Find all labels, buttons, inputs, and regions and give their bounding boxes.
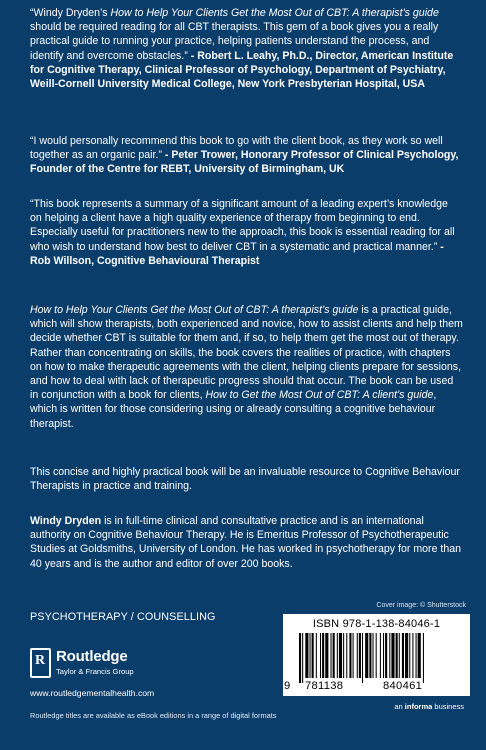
quote-attribution: - Peter Trower, Honorary Professor of Clinical Psychology, Founder of the Centre for REBT, University of Birmingham, UK [30,149,459,176]
book-summary: This concise and highly practical book will be an invaluable resource to Cognitive Behaviour Therapists in practice and training. [30,466,460,493]
quote-text: “I would personally recommend this book to go with the client book, as they work so well together as an organic pair.” [30,135,443,162]
barcode-bar [405,633,408,678]
barcode-bar [310,633,311,678]
barcode-bar [359,633,361,678]
barcode-bar [389,633,390,678]
isbn-barcode [283,614,470,696]
publisher-group: Taylor & Francis Group [56,667,134,676]
barcode-bar [312,633,314,678]
barcode-bar [362,633,363,683]
barcode-bar [333,633,335,678]
informa-text: business [432,702,464,711]
informa-brand: informa [404,702,433,711]
quote-attribution: - Robert L. Leahy, Ph.D., Director, American Institute for Cognitive Therapy, Clinical Professor of Psychology, Department of Psychiatry, Weill-Cornell University Medical College, New York Presbyterian Hospital, USA [30,49,454,91]
barcode-bar [369,633,371,678]
description-text: , which is written for those considering using or already consulting a cognitive behaviour therapist. [30,389,437,430]
publisher-name: Routledge [56,648,128,665]
routledge-logo [30,648,180,682]
informa-business-label [394,702,464,711]
barcode-bar [383,633,384,678]
barcode-bar [418,633,421,678]
barcode-bar [423,633,424,683]
routledge-r-icon [30,648,51,678]
barcode-bar [339,633,342,678]
quote-attribution: - Rob Willson, Cognitive Behavioural Therapist [30,240,444,267]
barcode-bar [299,633,301,683]
book-title-italic: How to Help Your Clients Get the Most Out of CBT: A therapist’s guide [30,304,359,316]
book-title-italic: How to Help Your Clients Get the Most Out of CBT: A therapist’s guide [110,7,439,19]
barcode-bar [320,633,321,678]
barcode-bar [305,633,308,678]
barcode-bar [365,633,368,678]
barcode-bar [376,633,377,678]
quote-text: “Windy Dryden’s [30,7,111,19]
barcode-bar [391,633,394,678]
barcode-digits-left: 781138 [305,680,344,692]
barcode-bar [322,633,324,678]
barcode-bar [346,633,347,678]
cover-image-credit: Cover image: © Shutterstock [376,602,466,609]
barcode-digit-first: 9 [284,680,291,692]
author-bio-text: is in full-time clinical and consultative practice and is an international authority on Cognitive Behaviour Therapy. He is Emeritus Professor of Psychotherapeutic Studies at Goldsmiths, University of London. He has worked in psychotherapy for more than 40 years and is the author and editor of over 200 books. [30,515,462,570]
barcode-bar [302,633,303,683]
barcode-bar [380,633,381,678]
barcode-bar [316,633,317,678]
author-bio [30,514,464,571]
informa-text: an [394,702,405,711]
barcode-bar [416,633,417,678]
barcode-digits-right: 840461 [383,680,423,692]
endorsement-trower [30,134,462,177]
barcode-bar [349,633,351,678]
barcode-icon [293,633,460,683]
barcode-bar [343,633,344,678]
barcode-bar [373,633,374,678]
book-description [30,303,464,431]
barcode-bar [353,633,354,678]
author-name: Windy Dryden [30,515,102,527]
barcode-bar [396,633,398,678]
barcode-bar [331,633,332,678]
description-text: is a practical guide, which will show therapists, both experienced and novice, how to assist clients and help them decide whether CBT is suitable for them and, if so, to help them get the most out of therapy. Rather than concentrating on skills, the book covers the realities of practice, with chapters on how to make therapeutic agreements with the client, helping clients prepare for sessions, and how to deal with lack of therapeutic progress should that occur. The book can be used in conjunction with a book for clients, [30,304,463,402]
barcode-bar [409,633,410,678]
quote-text: “This book represents a summary of a significant amount of a leading expert’s knowledge on helping a client have a high quality experience of therapy from beginning to end. Especially useful for practitioners new to the approach, this book is essential reading for all who wish to understand how best to deliver CBT in a systematic and practical manner.” [30,198,455,253]
logo-letter: R [35,653,46,668]
endorsement-leahy [30,6,462,91]
barcode-bar [402,633,404,678]
isbn-text: ISBN 978-1-138-84046-1 [312,618,441,630]
barcode-bar [325,633,328,678]
barcode-bar [337,633,338,678]
barcode-bar [399,633,400,678]
subject-category: PSYCHOTHERAPY / COUNSELLING [30,611,216,623]
ebook-availability-note: Routledge titles are available as eBook editions in a range of digital formats [30,711,277,720]
endorsement-willson [30,197,462,268]
quote-text: should be required reading for all CBT therapists. This gem of a book gives you a really practical guide to running your practice, helping patients understand the process, and identify and overcome obstacles.” [30,21,439,62]
barcode-bar [412,633,413,678]
client-book-title: How to Get the Most Out of CBT: A client’s guide [205,389,434,402]
publisher-website: www.routledgementalhealth.com [30,688,155,698]
barcode-bar [357,633,358,678]
barcode-bar [385,633,387,678]
